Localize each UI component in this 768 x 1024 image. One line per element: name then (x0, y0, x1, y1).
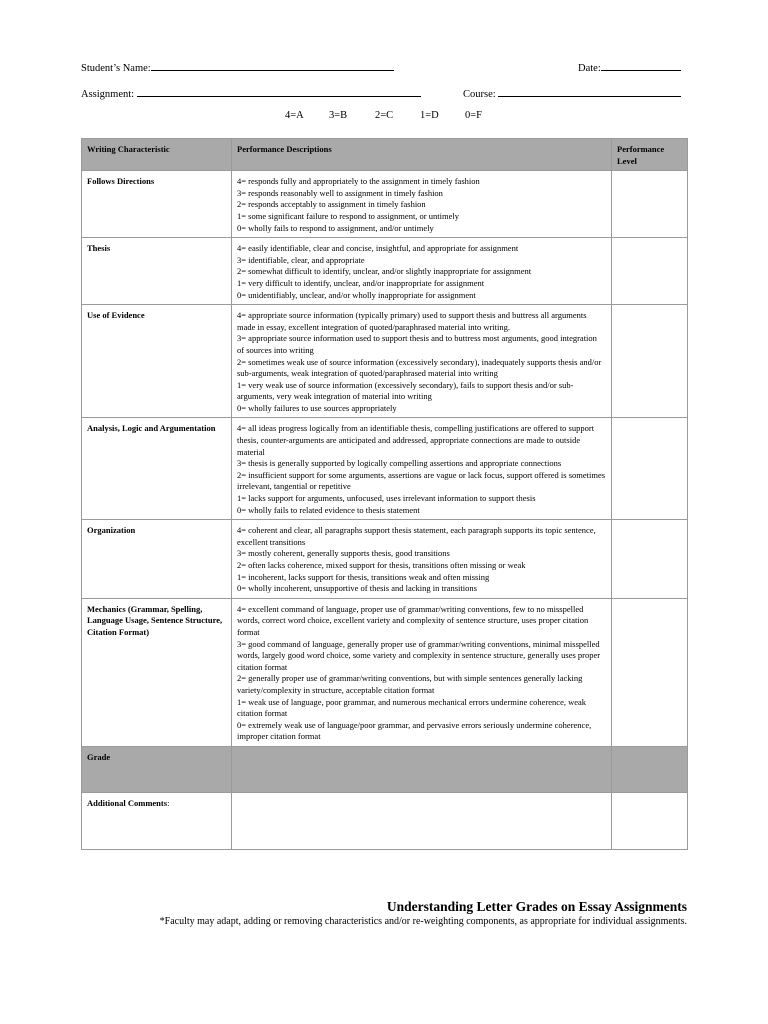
performance-level-description: 4= responds fully and appropriately to the assignment in timely fashion (237, 176, 480, 187)
grade-scale-item: 2=C (375, 110, 394, 121)
performance-level-description: 0= wholly incoherent, unsupportive of thesis and lacking in transitions (237, 583, 477, 594)
performance-level-description: 3= thesis is generally supported by logically compelling assertions and appropriate connections (237, 458, 562, 469)
performance-level-description: 2= responds acceptably to assignment in timely fashion (237, 199, 426, 210)
course-blank[interactable] (498, 85, 681, 97)
student-name-field[interactable] (81, 59, 394, 74)
grade-scale-item: 3=B (329, 110, 348, 121)
performance-descriptions (232, 598, 612, 746)
performance-descriptions (232, 520, 612, 599)
performance-level-description: 0= wholly fails to respond to assignment, and/or untimely (237, 222, 434, 233)
date-field[interactable] (578, 59, 681, 74)
grade-scale-item: 4=A (285, 110, 304, 121)
assignment-label: Assignment: (81, 89, 135, 100)
table-row (82, 598, 688, 746)
writing-characteristic: Follows Directions (82, 171, 232, 238)
grade-scale-item: 1=D (420, 110, 439, 121)
performance-descriptions (232, 238, 612, 305)
performance-level-cell[interactable] (612, 238, 688, 305)
performance-level-description: 4= easily identifiable, clear and concise, insightful, and appropriate for assignment (237, 243, 519, 254)
performance-descriptions (232, 305, 612, 418)
performance-level-description: 1= very difficult to identify, unclear, and/or inappropriate for assignment (237, 277, 485, 288)
performance-level-description: 4= excellent command of language, proper use of grammar/writing conventions, few to no misspelled words, correct word choice, excellent variety and complexity of sentence structure, uses proper citation format (237, 603, 589, 637)
course-field[interactable] (463, 85, 681, 100)
performance-descriptions (232, 418, 612, 520)
table-row (82, 418, 688, 520)
performance-level-description: 3= good command of language, generally proper use of grammar/writing conventions, minimal misspelled words, largely good word choice, some variety and complexity in sentence structure, generally uses proper citation format (237, 638, 601, 672)
performance-level-description: 1= incoherent, lacks support for thesis, transitions weak and often missing (237, 571, 490, 582)
table-row (82, 305, 688, 418)
performance-level-description: 1= weak use of language, poor grammar, and numerous mechanical errors undermine coherence, weak citation format (237, 696, 587, 719)
header-writing-characteristic: Writing Characteristic (82, 139, 232, 171)
performance-level-description: 3= responds reasonably well to assignment in timely fashion (237, 187, 443, 198)
student-name-blank[interactable] (151, 59, 394, 71)
performance-level-description: 4= coherent and clear, all paragraphs support thesis statement, each paragraph supports its topic sentence, excellent transitions (237, 525, 596, 547)
rubric-table (81, 138, 688, 850)
performance-level-description: 2= somewhat difficult to identify, unclear, and/or slightly inappropriate for assignment (237, 266, 532, 277)
date-label: Date: (578, 63, 601, 74)
performance-level-cell[interactable] (612, 171, 688, 238)
grade-scale-item: 0=F (465, 110, 483, 121)
header-performance-level: Performance Level (612, 139, 688, 171)
assignment-field[interactable] (81, 85, 421, 100)
performance-level-cell[interactable] (612, 520, 688, 599)
grade-label: Grade (82, 746, 232, 792)
performance-level-description: 2= sometimes weak use of source information (excessively secondary), inadequately supports thesis and/or sub-arguments, weak integration of quoted/paraphrased material into writing (237, 356, 602, 379)
page-title: Understanding Letter Grades on Essay Assignments (386, 899, 687, 914)
performance-level-description: 2= generally proper use of grammar/writing conventions, but with simple sentences generally lacking variety/complexity in structure, acceptable citation format (237, 673, 583, 695)
writing-characteristic: Thesis (82, 238, 232, 305)
grade-input-cell[interactable] (612, 746, 688, 792)
performance-level-description: 2= often lacks coherence, mixed support for thesis, transitions often missing or weak (237, 560, 526, 570)
comments-input-cell[interactable] (232, 792, 612, 849)
rubric-header-row (82, 139, 688, 171)
table-row (82, 238, 688, 305)
performance-level-description: 2= insufficient support for some arguments, assertions are vague or lack focus, support offered is sometimes irrelevant, tangential or repetitive (237, 469, 606, 492)
performance-level-cell[interactable] (612, 598, 688, 746)
comments-colon: : (167, 797, 170, 808)
student-name-label: Student’s Name: (81, 63, 151, 74)
comments-label-cell (82, 792, 232, 849)
performance-level-description: 4= appropriate source information (typically primary) used to support thesis and buttress all arguments made in essay, excellent integration of quoted/paraphrased material into writing. (237, 310, 587, 332)
course-label: Course: (463, 89, 496, 100)
assignment-blank[interactable] (137, 85, 421, 97)
performance-level-description: 1= some significant failure to respond to assignment, or untimely (237, 210, 459, 221)
grade-row (82, 746, 688, 792)
comments-row (82, 792, 688, 849)
performance-level-description: 3= mostly coherent, generally supports thesis, good transitions (237, 548, 450, 559)
performance-descriptions (232, 171, 612, 238)
performance-level-cell[interactable] (612, 305, 688, 418)
performance-level-description: 0= wholly failures to use sources appropriately (237, 402, 397, 413)
performance-level-cell[interactable] (612, 418, 688, 520)
writing-characteristic: Organization (82, 520, 232, 599)
performance-level-description: 1= very weak use of source information (excessively secondary), fails to support thesis and/or sub-arguments, very weak integration of material into writing (237, 379, 574, 402)
performance-level-description: 0= wholly fails to related evidence to thesis statement (237, 504, 420, 515)
performance-level-description: 3= identifiable, clear, and appropriate (237, 254, 365, 265)
date-blank[interactable] (601, 59, 681, 71)
footnote: *Faculty may adapt, adding or removing characteristics and/or re-weighting components, as appropriate for individual assignments. (159, 916, 687, 927)
comments-label: Additional Comments (87, 797, 168, 808)
grade-description-cell (232, 746, 612, 792)
performance-level-description: 1= lacks support for arguments, unfocused, uses irrelevant information to support thesis (237, 493, 536, 504)
comments-level-cell[interactable] (612, 792, 688, 849)
performance-level-description: 3= appropriate source information used to support thesis and to buttress most arguments, good integration of sources into writing (237, 333, 597, 355)
performance-level-description: 0= extremely weak use of language/poor grammar, and pervasive errors seriously undermine coherence, improper citation format (237, 719, 592, 742)
table-row (82, 171, 688, 238)
table-row (82, 520, 688, 599)
writing-characteristic: Use of Evidence (82, 305, 232, 418)
header-performance-descriptions: Performance Descriptions (232, 139, 612, 171)
writing-characteristic: Analysis, Logic and Argumentation (82, 418, 232, 520)
writing-characteristic: Mechanics (Grammar, Spelling, Language Usage, Sentence Structure, Citation Format) (82, 598, 232, 746)
performance-level-description: 4= all ideas progress logically from an identifiable thesis, compelling justifications are offered to support thesis, counter-arguments are anticipated and addressed, appropriate connections are made to outside material (237, 423, 595, 457)
performance-level-description: 0= unidentifiably, unclear, and/or wholly inappropriate for assignment (237, 289, 476, 300)
